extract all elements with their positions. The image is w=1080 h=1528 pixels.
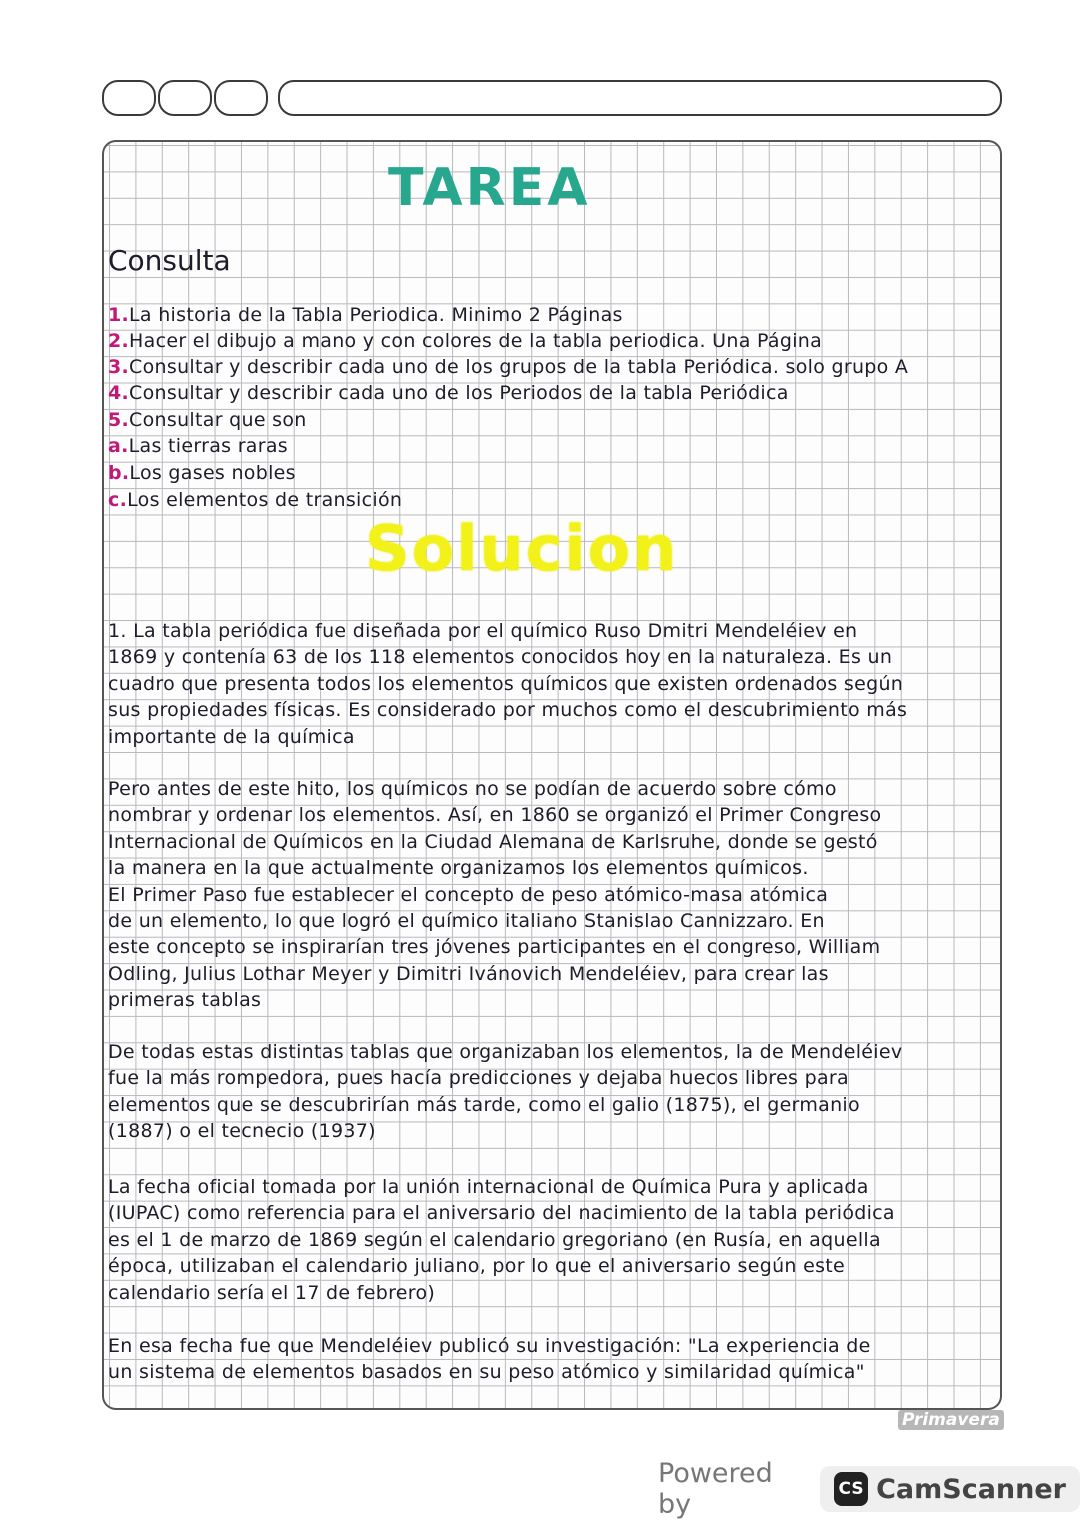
header-box-3	[214, 80, 268, 116]
paragraph-line: de un elemento, lo que logró el químico italiano Stanislao Cannizzaro. En	[108, 910, 825, 932]
paragraph-line: elementos que se descubrirían más tarde, como el galio (1875), el germanio	[108, 1093, 860, 1116]
paragraph-line: La fecha oficial tomada por la unión internacional de Química Pura y aplicada	[108, 1176, 869, 1198]
item-number: 5.	[108, 409, 130, 431]
paragraph-line: importante de la química	[108, 725, 355, 748]
paragraph-line: este concepto se inspirarían tres jóvenes participantes en el congreso, William	[108, 936, 881, 959]
item-text: La historia de la Tabla Periodica. Minimo 2 Páginas	[129, 304, 623, 326]
consulta-item	[108, 462, 296, 484]
item-number: b.	[108, 462, 130, 484]
consulta-item	[108, 489, 402, 511]
item-number: a.	[108, 435, 129, 457]
header-box-1	[102, 80, 156, 116]
camscanner-badge	[820, 1466, 1080, 1512]
item-text: Las tierras raras	[128, 435, 289, 457]
camscanner-footer	[658, 1458, 1080, 1520]
solution-heading: Solucion	[365, 512, 679, 585]
item-number: 2.	[108, 330, 130, 352]
header-box-2	[158, 80, 212, 116]
paragraph-line: un sistema de elementos basados en su peso atómico y similaridad química"	[108, 1361, 865, 1384]
paragraph-line: primeras tablas	[108, 989, 262, 1012]
consulta-item	[108, 409, 307, 431]
paragraph-line: época, utilizaban el calendario juliano, por lo que el aniversario según este	[108, 1255, 846, 1278]
item-number: 1.	[108, 304, 130, 326]
paragraph-line: Pero antes de este hito, los químicos no se podían de acuerdo sobre cómo	[108, 778, 837, 800]
paragraph-line: es el 1 de marzo de 1869 según el calendario gregoriano (en Rusía, en aquella	[108, 1228, 881, 1251]
consulta-item	[108, 330, 822, 352]
consulta-item	[108, 382, 789, 404]
consulta-item	[108, 304, 623, 326]
paragraph-line: El Primer Paso fue establecer el concepto de peso atómico-masa atómica	[108, 883, 829, 906]
item-number: c.	[108, 489, 128, 511]
consulta-heading: Consulta	[108, 244, 231, 277]
page-title: TAREA	[388, 158, 591, 218]
item-text: Consultar que son	[129, 409, 307, 431]
header-title-box	[278, 80, 1002, 116]
consulta-item	[108, 435, 288, 457]
paragraph-line: (1887) o el tecnecio (1937)	[108, 1120, 376, 1143]
item-text: Consultar y describir cada uno de los grupos de la tabla Periódica. solo grupo A	[129, 356, 909, 378]
paragraph-line: nombrar y ordenar los elementos. Así, en 1860 se organizó el Primer Congreso	[108, 804, 882, 827]
paragraph-line: fue la más rompedora, pues hacía predicciones y dejaba huecos libres para	[108, 1067, 849, 1090]
item-text: Los elementos de transición	[127, 489, 403, 511]
consulta-item	[108, 356, 908, 378]
item-text: Hacer el dibujo a mano y con colores de la tabla periodica. Una Página	[129, 330, 823, 352]
powered-by-text: Powered by	[658, 1458, 773, 1520]
camscanner-icon: CS	[834, 1472, 868, 1506]
paragraph-line: 1. La tabla periódica fue diseñada por el químico Ruso Dmitri Mendeléiev en	[108, 620, 858, 642]
paragraph-line: sus propiedades físicas. Es considerado por muchos como el descubrimiento más	[108, 699, 908, 722]
paragraph-line: 1869 y contenía 63 de los 118 elementos conocidos hoy en la naturaleza. Es un	[108, 646, 893, 669]
paragraph-line: Odling, Julius Lothar Meyer y Dimitri Ivánovich Mendeléiev, para crear las	[108, 962, 829, 985]
paragraph-line: De todas estas distintas tablas que organizaban los elementos, la de Mendeléiev	[108, 1041, 903, 1063]
paragraph-line: (IUPAC) como referencia para el aniversario del nacimiento de la tabla periódica	[108, 1202, 895, 1225]
item-text: Consultar y describir cada uno de los Periodos de la tabla Periódica	[129, 382, 789, 404]
paragraph-line: calendario sería el 17 de febrero)	[108, 1281, 436, 1304]
item-number: 4.	[108, 382, 130, 404]
paragraph-line: Internacional de Químicos en la Ciudad Alemana de Karlsruhe, donde se gestó	[108, 830, 878, 853]
paragraph-line: la manera en la que actualmente organizamos los elementos químicos.	[108, 857, 809, 880]
primavera-logo: Primavera	[898, 1410, 1004, 1430]
paragraph-line: cuadro que presenta todos los elementos químicos que existen ordenados según	[108, 672, 904, 695]
item-number: 3.	[108, 356, 130, 378]
camscanner-name: CamScanner	[876, 1473, 1066, 1505]
item-text: Los gases nobles	[129, 462, 296, 484]
paragraph-line: En esa fecha fue que Mendeléiev publicó su investigación: "La experiencia de	[108, 1335, 871, 1357]
